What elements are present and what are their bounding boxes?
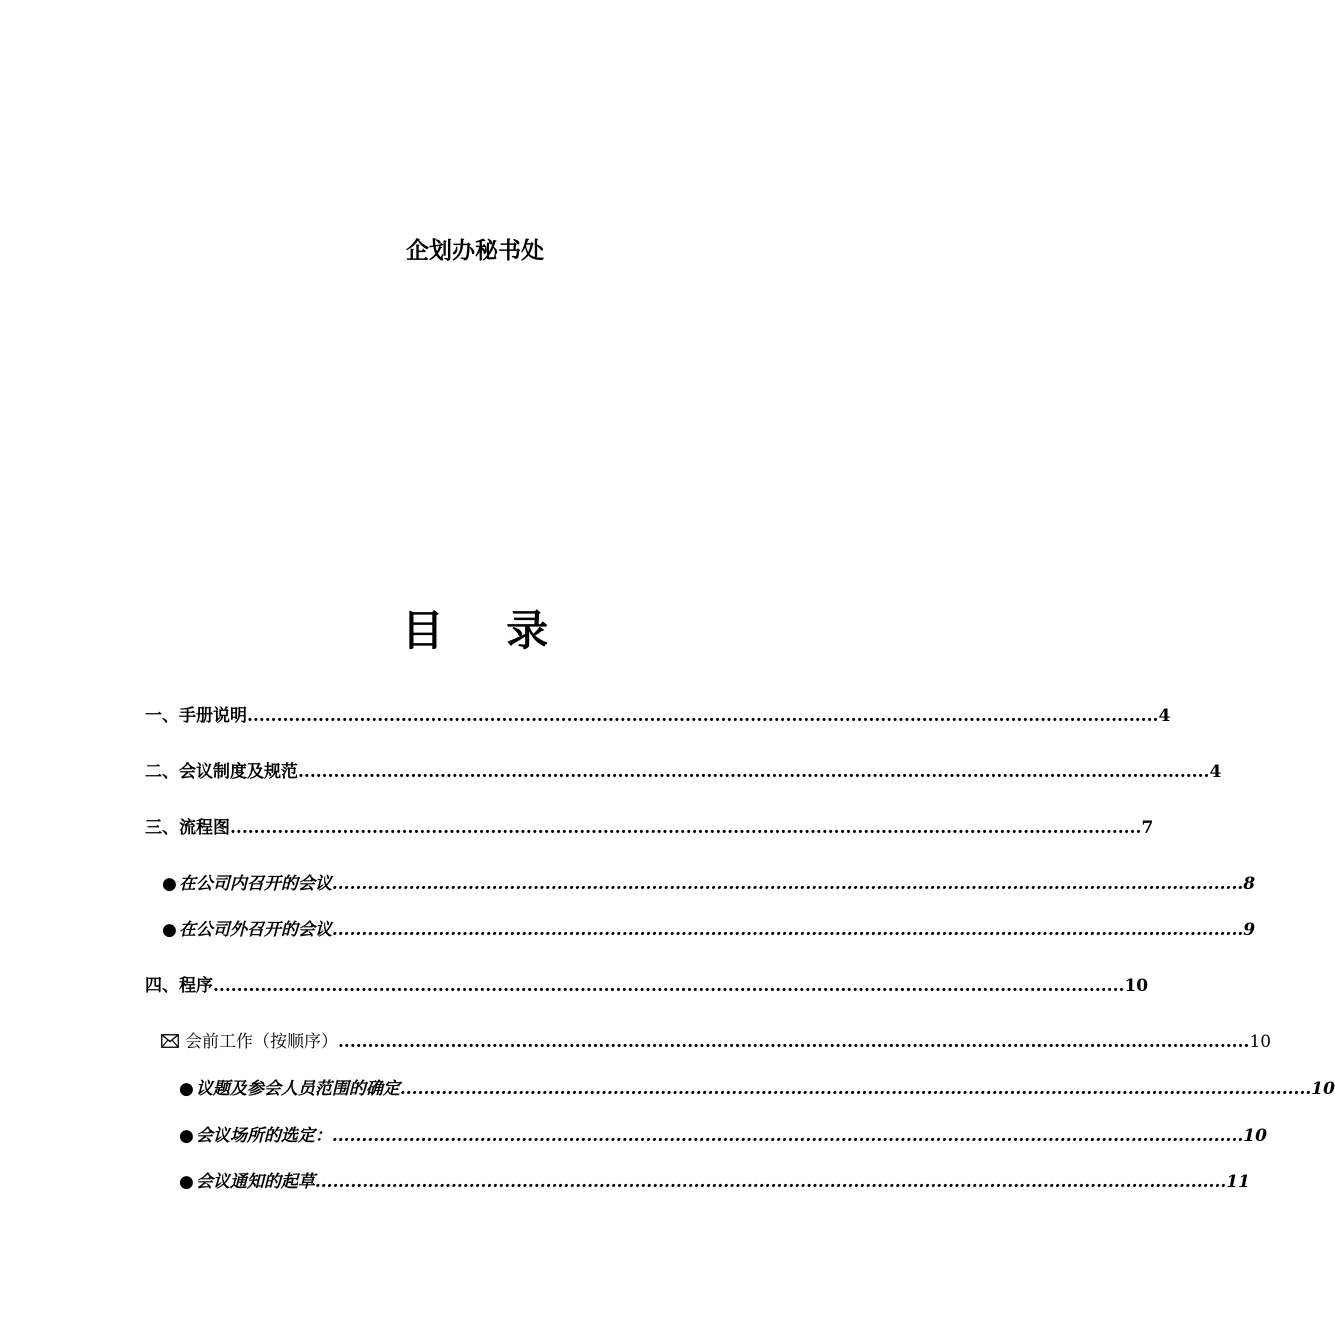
toc-title: 目 录 [401,606,573,655]
toc-entry-page: 8 [1243,874,1256,894]
toc-entry-page: 9 [1243,920,1256,940]
toc-entry[interactable] [145,757,1222,782]
toc-entry[interactable] [161,1027,1272,1052]
toc-entry-page: 4 [1158,706,1171,726]
toc-entry-page: 7 [1141,818,1154,838]
toc-entry-page: 10 [1243,1126,1267,1146]
envelope-icon [161,1032,179,1052]
toc-entry-page: 11 [1226,1172,1250,1192]
toc-entry-label: 会前工作（按顺序） [185,1032,338,1052]
toc-entry[interactable] [162,915,1256,940]
dot-leader: .......................................................................................................................................................... [298,762,1210,782]
dot-leader: .......................................................................................................................................................... [213,976,1125,996]
dot-leader: .......................................................................................................................................................... [399,1079,1312,1099]
toc-entry[interactable] [179,1167,1250,1192]
dot-leader: .......................................................................................................................................................... [338,1032,1250,1052]
toc-entry-label: 三、流程图 [145,818,230,838]
toc-entry-page: 10 [1249,1032,1272,1052]
department-title: 企划办秘书处 [406,238,544,264]
toc-entry[interactable] [145,701,1171,726]
toc-entry[interactable] [179,1121,1267,1146]
toc-entry[interactable] [145,813,1154,838]
toc-entry[interactable] [179,1074,1335,1099]
toc-entry-page: 10 [1124,976,1149,996]
toc-entry-label: 四、程序 [145,976,213,996]
bullet-icon: ● [162,920,177,940]
toc-entry-label: 一、手册说明 [145,706,247,726]
toc-entry-label: 议题及参会人员范围的确定 [195,1079,400,1099]
dot-leader: .......................................................................................................................................................... [247,706,1159,726]
toc-entry[interactable] [145,971,1149,996]
dot-leader: .......................................................................................................................................................... [230,818,1142,838]
toc-entry-page: 4 [1209,762,1222,782]
bullet-icon: ● [179,1126,194,1146]
toc-entry-label: 在公司外召开的会议 [178,920,332,940]
toc-entry-label: 在公司内召开的会议 [178,874,332,894]
toc-entry-label: 会议场所的选定： [195,1126,332,1146]
dot-leader: .......................................................................................................................................................... [314,1172,1227,1192]
dot-leader: .......................................................................................................................................................... [331,920,1244,940]
toc-entry-label: 会议通知的起草 [195,1172,315,1192]
toc-entry[interactable] [162,869,1256,894]
bullet-icon: ● [179,1172,194,1192]
bullet-icon: ● [162,874,177,894]
dot-leader: .......................................................................................................................................................... [331,874,1244,894]
dot-leader: .......................................................................................................................................................... [331,1126,1244,1146]
toc-entry-label: 二、会议制度及规范 [145,762,298,782]
toc-entry-page: 10 [1311,1079,1335,1099]
bullet-icon: ● [179,1079,194,1099]
